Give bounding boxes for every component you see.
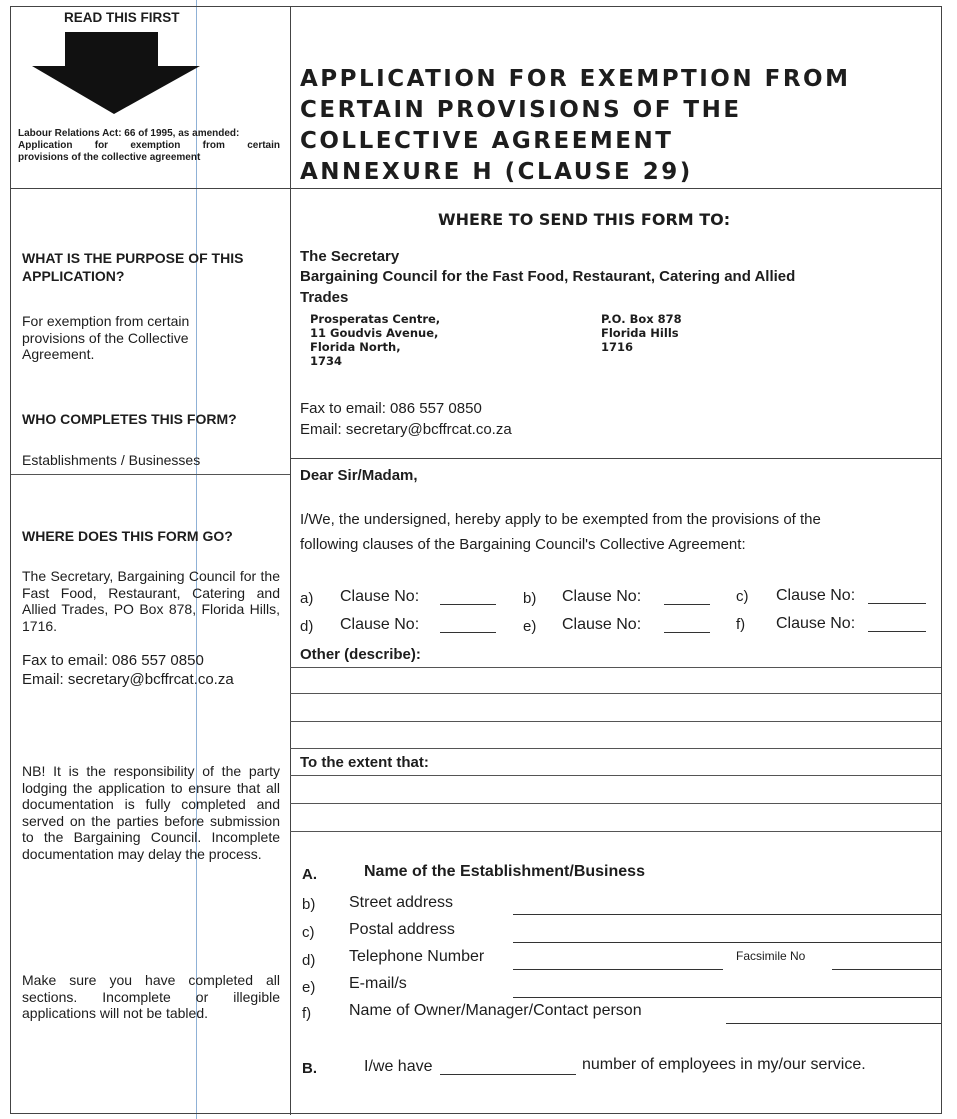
po-address: [601, 312, 682, 354]
extent-line-3: [290, 831, 941, 832]
clause-d-letter: d): [300, 618, 314, 635]
section-a-letter: A.: [302, 866, 317, 883]
field-e-letter: e): [302, 979, 316, 996]
where-fax: Fax to email: 086 557 0850: [22, 652, 204, 669]
extent-label: To the extent that:: [300, 754, 429, 771]
form-title: [300, 64, 850, 188]
down-arrow-icon: [30, 32, 202, 118]
street-address: [310, 312, 440, 368]
act-line: provisions of the collective agreement: [18, 152, 201, 163]
clause-b-field[interactable]: [664, 604, 710, 605]
clause-e-label: Clause No:: [562, 616, 642, 633]
contact-person-label: Name of Owner/Manager/Contact person: [349, 1002, 642, 1019]
council-name-cont: Trades: [300, 289, 349, 306]
field-d-letter: d): [302, 952, 316, 969]
section-b-letter: B.: [302, 1060, 317, 1077]
employees-count-field[interactable]: [440, 1074, 576, 1075]
telephone-label: Telephone Number: [349, 948, 485, 965]
facsimile-field[interactable]: [832, 969, 941, 970]
email-label: E-mail/s: [349, 975, 407, 992]
po-line: 1716: [601, 340, 634, 354]
clause-b-label: Clause No:: [562, 588, 642, 605]
other-line-3: [290, 721, 941, 722]
street-address-field[interactable]: [513, 914, 941, 915]
salutation: Dear Sir/Madam,: [300, 467, 418, 484]
council-name: Bargaining Council for the Fast Food, Restaurant, Catering and Allied: [300, 268, 796, 285]
telephone-field[interactable]: [513, 969, 723, 970]
title-line: ANNEXURE H (CLAUSE 29): [300, 159, 693, 185]
street-line: 11 Goudvis Avenue,: [310, 326, 439, 340]
intro-text-cont: following clauses of the Bargaining Council's Collective Agreement:: [300, 536, 746, 553]
header-divider: [11, 188, 941, 189]
letter-divider: [290, 458, 941, 459]
clause-c-field[interactable]: [868, 603, 926, 604]
intro-text: I/We, the undersigned, hereby apply to be exempted from the provisions of the: [300, 511, 821, 528]
purpose-heading: WHAT IS THE PURPOSE OF THIS: [22, 250, 244, 266]
clause-e-letter: e): [523, 618, 537, 635]
send-fax: Fax to email: 086 557 0850: [300, 400, 482, 417]
clause-f-field[interactable]: [868, 631, 926, 632]
po-line: P.O. Box 878: [601, 312, 682, 326]
street-line: Florida North,: [310, 340, 401, 354]
employees-prefix: I/we have: [364, 1058, 433, 1075]
clause-f-letter: f): [736, 616, 746, 633]
street-address-label: Street address: [349, 894, 454, 911]
email-field[interactable]: [513, 997, 941, 998]
street-line: Prosperatas Centre,: [310, 312, 441, 326]
recipient: The Secretary: [300, 248, 400, 265]
clause-d-field[interactable]: [440, 632, 496, 633]
extent-line-2: [290, 803, 941, 804]
complete-text: Make sure you have completed all sections. Incomplete or illegible applications will not be tabled.: [22, 972, 280, 1021]
sidebar-underline: [11, 474, 290, 475]
clause-e-field[interactable]: [664, 632, 710, 633]
purpose-heading-cont: APPLICATION?: [22, 268, 125, 284]
title-line: APPLICATION FOR EXEMPTION FROM: [300, 66, 851, 92]
where-email: Email: secretary@bcffrcat.co.za: [22, 671, 234, 688]
section-a-heading: Name of the Establishment/Business: [364, 863, 645, 880]
other-label: Other (describe):: [300, 646, 421, 663]
other-line-2: [290, 693, 941, 694]
field-f-letter: f): [302, 1005, 312, 1022]
who-text: Establishments / Businesses: [22, 452, 201, 468]
contact-person-field[interactable]: [726, 1023, 941, 1024]
nb-text: NB! It is the responsibility of the party lodging the application to ensure that all documentation is fully completed and served on the parties before submission to the Bargaining Council. Incomplete documentation may delay the process.: [22, 763, 280, 862]
where-heading: WHERE DOES THIS FORM GO?: [22, 528, 233, 544]
title-line: COLLECTIVE AGREEMENT: [300, 128, 674, 154]
title-line: CERTAIN PROVISIONS OF THE: [300, 97, 742, 123]
where-text: The Secretary, Bargaining Council for the Fast Food, Restaurant, Catering and Allied Trades, PO Box 878, Florida Hills, 1716.: [22, 568, 280, 634]
send-heading: WHERE TO SEND THIS FORM TO:: [438, 210, 731, 229]
clause-c-label: Clause No:: [776, 587, 856, 604]
street-line: 1734: [310, 354, 343, 368]
facsimile-label: Facsimile No: [736, 949, 806, 963]
clause-a-letter: a): [300, 590, 314, 607]
column-divider: [290, 7, 291, 1115]
act-line: Labour Relations Act: 66 of 1995, as amended:: [18, 128, 240, 139]
clause-a-label: Clause No:: [340, 588, 420, 605]
act-reference: [18, 128, 280, 164]
clause-b-letter: b): [523, 590, 537, 607]
purpose-text: For exemption from certain provisions of the Collective Agreement.: [22, 313, 190, 362]
field-b-letter: b): [302, 896, 316, 913]
who-heading: WHO COMPLETES THIS FORM?: [22, 411, 237, 427]
read-this-first-label: READ THIS FIRST: [64, 10, 180, 25]
clause-c-letter: c): [736, 588, 749, 605]
other-line-1: [290, 667, 941, 668]
po-line: Florida Hills: [601, 326, 679, 340]
postal-address-field[interactable]: [513, 942, 941, 943]
postal-address-label: Postal address: [349, 921, 455, 938]
clause-f-label: Clause No:: [776, 615, 856, 632]
send-email: Email: secretary@bcffrcat.co.za: [300, 421, 512, 438]
clause-d-label: Clause No:: [340, 616, 420, 633]
act-line: Application for exemption from certain: [18, 140, 280, 151]
field-c-letter: c): [302, 924, 315, 941]
extent-line-1: [290, 775, 941, 776]
employees-suffix: number of employees in my/our service.: [582, 1056, 866, 1073]
extent-top-line: [290, 748, 941, 749]
clause-a-field[interactable]: [440, 604, 496, 605]
